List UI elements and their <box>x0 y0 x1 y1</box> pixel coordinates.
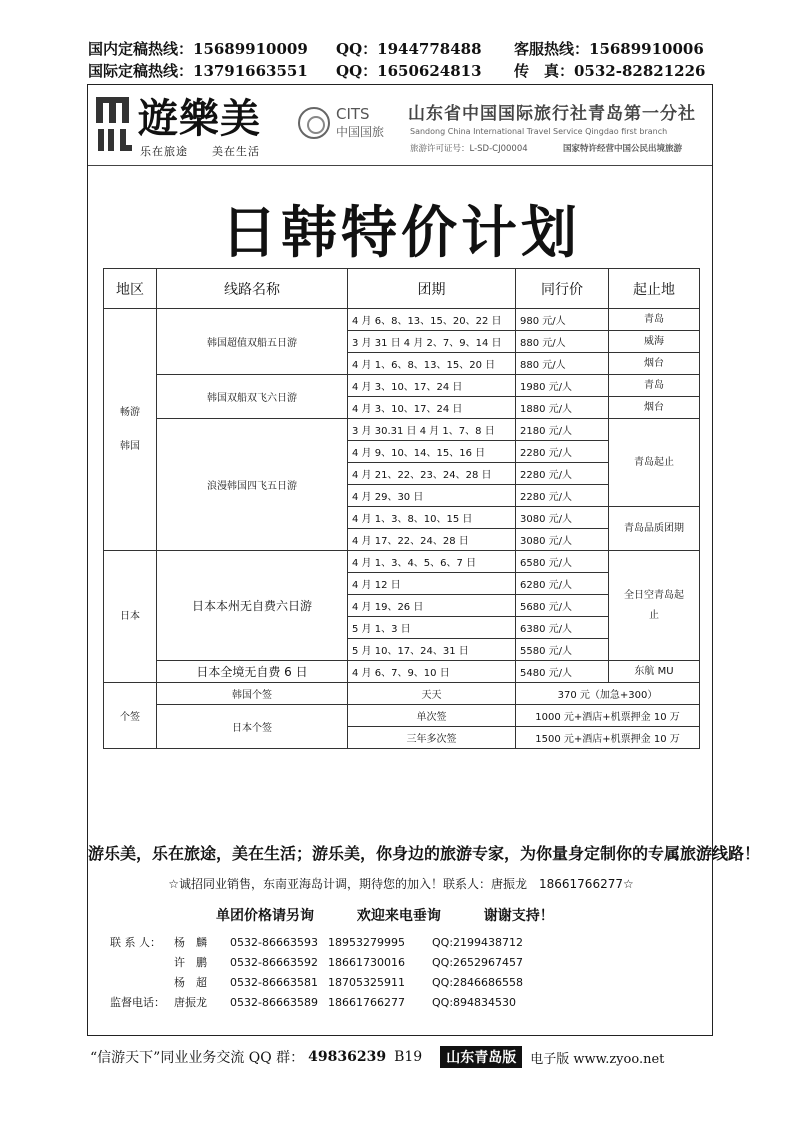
departure-dates: 4 月 6、7、9、10 日 <box>348 661 516 683</box>
peer-price: 1880 元/人 <box>516 397 609 419</box>
col-header-price: 同行价 <box>516 269 609 309</box>
edition-badge: 山东青岛版 <box>440 1046 522 1068</box>
brand-name: 遊樂美 <box>138 95 261 142</box>
departure-dates: 4 月 1、6、8、13、15、20 日 <box>348 353 516 375</box>
departure-dates: 3 月 30.31 日 4 月 1、7、8 日 <box>348 419 516 441</box>
contact-tel: 0532-86663589 <box>230 996 318 1009</box>
col-header-region: 地区 <box>104 269 157 309</box>
contact-label: 联 系 人： <box>110 936 161 949</box>
departure-dates: 4 月 19、26 日 <box>348 595 516 617</box>
visa-price: 1000 元+酒店+机票押金 10 万 <box>516 705 700 727</box>
international-qq: QQ：1650624813 <box>336 62 482 80</box>
peer-price: 2280 元/人 <box>516 463 609 485</box>
cits-name-cn: 中国国旅 <box>336 125 385 139</box>
list-item <box>110 993 523 1013</box>
departure-city: 青岛品质团期 <box>609 507 700 551</box>
cits-name-en: CITS <box>336 105 370 123</box>
table-row <box>104 419 700 441</box>
service-hotline: 客服热线：15689910006 <box>514 40 704 58</box>
departure-city: 青岛 <box>609 375 700 397</box>
agency-name-en: Sandong China International Travel Service Qingdao first branch <box>410 127 668 136</box>
departure-dates: 5 月 1、3 日 <box>348 617 516 639</box>
peer-price: 880 元/人 <box>516 353 609 375</box>
contact-mobile: 18953279995 <box>328 936 405 949</box>
table-header-row <box>104 269 700 309</box>
brand-slogan-banner: 游乐美，乐在旅途，美在生活；游乐美，你身边的旅游专家，为你量身定制你的专属旅游线路！ <box>88 844 761 863</box>
hotline-row-2 <box>88 60 728 81</box>
departure-dates: 4 月 3、10、17、24 日 <box>348 375 516 397</box>
route-name: 浪漫韩国四飞五日游 <box>157 419 348 551</box>
departure-city: 全日空青岛起止 <box>609 551 700 661</box>
contact-label <box>110 953 174 973</box>
hotline-row-1 <box>88 38 728 59</box>
departure-dates: 4 月 29、30 日 <box>348 485 516 507</box>
inquiry-text: 单团价格请另询 <box>216 908 314 924</box>
contact-qq: QQ:2652967457 <box>432 956 524 969</box>
departure-dates: 4 月 17、22、24、28 日 <box>348 529 516 551</box>
departure-dates: 5 月 10、17、24、31 日 <box>348 639 516 661</box>
visa-name: 日本个签 <box>157 705 348 749</box>
departure-dates: 4 月 3、10、17、24 日 <box>348 397 516 419</box>
region-visa: 个签 <box>104 683 157 749</box>
peer-price: 1980 元/人 <box>516 375 609 397</box>
flyer-frame <box>87 84 761 1036</box>
table-row <box>104 661 700 683</box>
col-header-place: 起止地 <box>609 269 700 309</box>
visa-price: 1500 元+酒店+机票押金 10 万 <box>516 727 700 749</box>
contact-tel: 0532-86663592 <box>230 956 318 969</box>
peer-price: 6380 元/人 <box>516 617 609 639</box>
contact-qq: QQ:894834530 <box>432 996 517 1009</box>
route-name: 日本本州无自费六日游 <box>157 551 348 661</box>
departure-dates: 4 月 1、3、4、5、6、7 日 <box>348 551 516 573</box>
peer-price: 2280 元/人 <box>516 485 609 507</box>
route-name: 韩国双船双飞六日游 <box>157 375 348 419</box>
contact-name: 杨 超 <box>174 976 207 989</box>
airline: 东航 MU <box>609 661 700 683</box>
brand-slogan: 乐在旅途 美在生活 <box>140 145 260 158</box>
contact-mobile: 18705325911 <box>328 976 405 989</box>
contact-name: 杨 麟 <box>174 936 207 949</box>
domestic-qq: QQ：1944778488 <box>336 40 482 58</box>
departure-dates: 3 月 31 日 4 月 2、7、9、14 日 <box>348 331 516 353</box>
contact-label <box>110 973 174 993</box>
qq-group-number: 49836239 <box>308 1049 387 1065</box>
peer-price: 880 元/人 <box>516 331 609 353</box>
peer-price: 2280 元/人 <box>516 441 609 463</box>
peer-price: 5480 元/人 <box>516 661 609 683</box>
page-footer <box>90 1046 712 1068</box>
inquiry-line <box>216 905 592 925</box>
table-row <box>104 551 700 573</box>
peer-price: 3080 元/人 <box>516 507 609 529</box>
region-korea: 畅游韩国 <box>104 309 157 551</box>
departure-city: 青岛 <box>609 309 700 331</box>
contact-mobile: 18661766277 <box>328 996 405 1009</box>
agency-name: 山东省中国国际旅行社青岛第一分社 <box>408 104 696 124</box>
contact-qq: QQ:2199438712 <box>432 936 524 949</box>
authorization-note: 国家特许经营中国公民出境旅游 <box>563 144 683 154</box>
table-row <box>104 705 700 727</box>
license-number: 旅游许可证号：L-SD-CJ00004 <box>410 144 528 154</box>
list-item <box>110 953 523 973</box>
peer-price: 3080 元/人 <box>516 529 609 551</box>
page-title: 日韩特价计划 <box>221 200 581 266</box>
peer-price: 2180 元/人 <box>516 419 609 441</box>
international-hotline: 国际定稿热线：13791663551 <box>88 62 308 80</box>
qq-group-label: “信游天下”同业业务交流 QQ 群： <box>90 1050 305 1066</box>
departure-dates: 4 月 1、3、8、10、15 日 <box>348 507 516 529</box>
contact-list <box>110 933 523 1013</box>
electronic-edition-link[interactable]: 电子版 www.zyoo.net <box>530 1051 665 1067</box>
departure-city: 烟台 <box>609 353 700 375</box>
col-header-dates: 团期 <box>348 269 516 309</box>
peer-price: 980 元/人 <box>516 309 609 331</box>
contact-tel: 0532-86663593 <box>230 936 318 949</box>
fax-number: 传 真：0532-82821226 <box>514 62 706 80</box>
contact-tel: 0532-86663581 <box>230 976 318 989</box>
peer-price: 5680 元/人 <box>516 595 609 617</box>
contact-label: 监督电话： <box>110 996 165 1009</box>
route-name: 韩国超值双船五日游 <box>157 309 348 375</box>
departure-dates: 4 月 9、10、14、15、16 日 <box>348 441 516 463</box>
table-row <box>104 375 700 397</box>
table-row <box>104 309 700 331</box>
route-name: 日本全境无自费 6 日 <box>157 661 348 683</box>
visa-name: 韩国个签 <box>157 683 348 705</box>
departure-dates: 4 月 21、22、23、24、28 日 <box>348 463 516 485</box>
departure-dates: 4 月 12 日 <box>348 573 516 595</box>
domestic-hotline: 国内定稿热线：15689910009 <box>88 40 308 58</box>
inquiry-text: 欢迎来电垂询 <box>356 908 441 924</box>
cits-logo-icon <box>298 107 330 139</box>
route-table <box>103 268 700 749</box>
inquiry-text: 谢谢支持！ <box>483 908 554 924</box>
col-header-route: 线路名称 <box>157 269 348 309</box>
departure-city: 威海 <box>609 331 700 353</box>
contact-name: 许 鹏 <box>174 956 207 969</box>
visa-type: 单次签 <box>348 705 516 727</box>
contact-qq: QQ:2846686558 <box>432 976 524 989</box>
contact-name: 唐振龙 <box>174 996 207 1009</box>
departure-dates: 4 月 6、8、13、15、20、22 日 <box>348 309 516 331</box>
region-japan: 日本 <box>104 551 157 683</box>
departure-city: 青岛起止 <box>609 419 700 507</box>
departure-city: 烟台 <box>609 397 700 419</box>
page-number: B19 <box>394 1049 423 1065</box>
visa-type: 三年多次签 <box>348 727 516 749</box>
visa-price: 370 元（加急+300） <box>516 683 700 705</box>
contact-mobile: 18661730016 <box>328 956 405 969</box>
peer-price: 6280 元/人 <box>516 573 609 595</box>
youlemei-logo-icon <box>94 93 132 155</box>
list-item <box>110 973 523 993</box>
table-row <box>104 683 700 705</box>
list-item <box>110 933 523 953</box>
peer-price: 5580 元/人 <box>516 639 609 661</box>
header-divider <box>88 165 712 166</box>
peer-price: 6580 元/人 <box>516 551 609 573</box>
visa-processing: 天天 <box>348 683 516 705</box>
recruitment-notice: ☆诚招同业销售，东南亚海岛计调，期待您的加入！联系人：唐振龙 18661766277☆ <box>168 877 634 891</box>
